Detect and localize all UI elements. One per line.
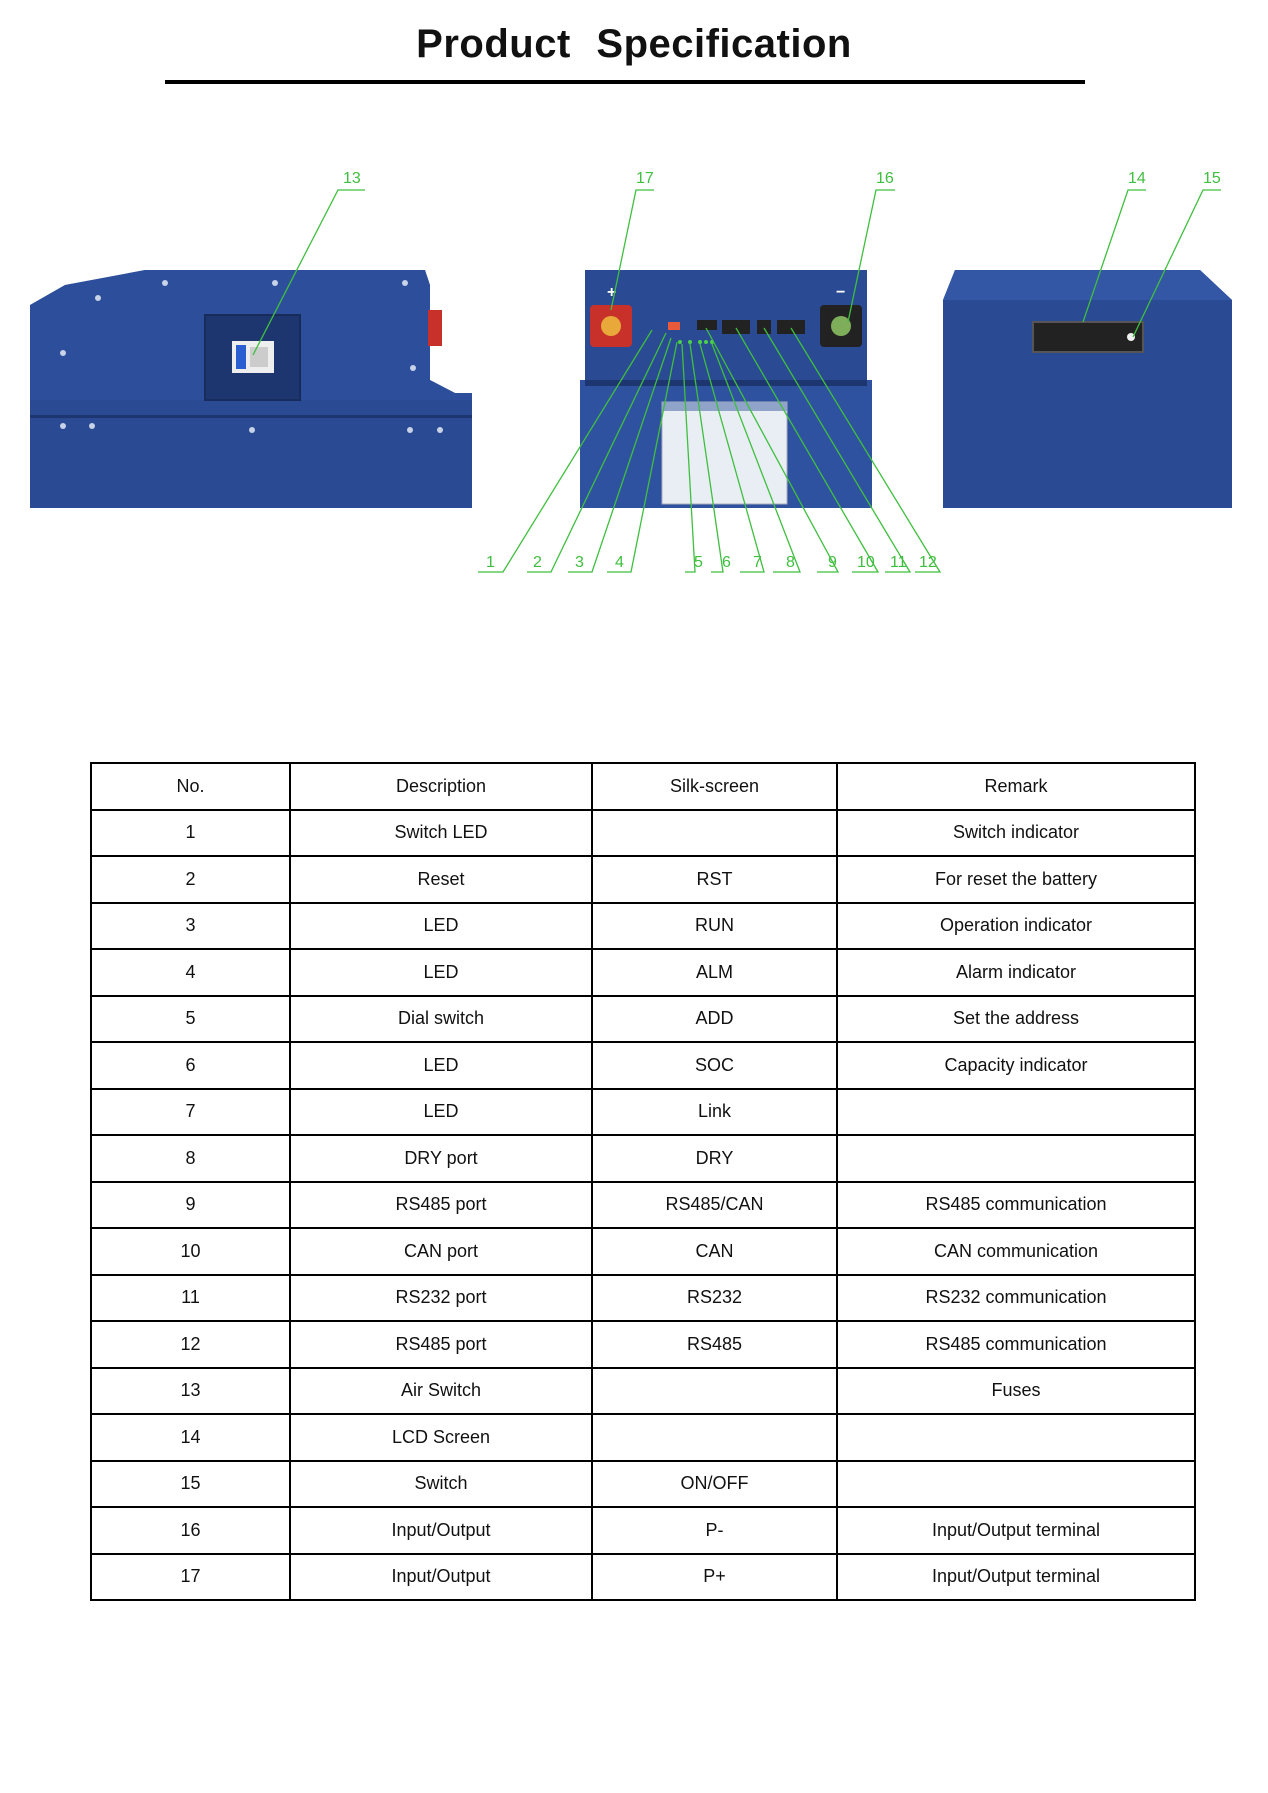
cell-remark: Fuses bbox=[837, 1368, 1195, 1415]
table-row bbox=[91, 1321, 1195, 1368]
cell-no: 10 bbox=[91, 1228, 290, 1275]
cell-silk-screen: DRY bbox=[592, 1135, 837, 1182]
header-no: No. bbox=[91, 763, 290, 810]
table-row bbox=[91, 1275, 1195, 1322]
callout-9: 9 bbox=[828, 554, 837, 571]
cell-no: 6 bbox=[91, 1042, 290, 1089]
cell-no: 2 bbox=[91, 856, 290, 903]
cell-silk-screen: RS232 bbox=[592, 1275, 837, 1322]
cell-description: Reset bbox=[290, 856, 592, 903]
cell-silk-screen: RUN bbox=[592, 903, 837, 950]
cell-description: RS232 port bbox=[290, 1275, 592, 1322]
cell-silk-screen: ALM bbox=[592, 949, 837, 996]
table-row bbox=[91, 1042, 1195, 1089]
cell-remark: RS485 communication bbox=[837, 1321, 1195, 1368]
cell-no: 15 bbox=[91, 1461, 290, 1508]
cell-description: DRY port bbox=[290, 1135, 592, 1182]
cell-no: 3 bbox=[91, 903, 290, 950]
callout-10: 10 bbox=[857, 554, 875, 571]
cell-remark: Operation indicator bbox=[837, 903, 1195, 950]
table-row bbox=[91, 810, 1195, 857]
cell-no: 14 bbox=[91, 1414, 290, 1461]
cell-remark: Input/Output terminal bbox=[837, 1554, 1195, 1601]
cell-silk-screen: P+ bbox=[592, 1554, 837, 1601]
cell-no: 4 bbox=[91, 949, 290, 996]
header-description: Description bbox=[290, 763, 592, 810]
cell-remark: Switch indicator bbox=[837, 810, 1195, 857]
cell-description: Input/Output bbox=[290, 1554, 592, 1601]
cell-remark: RS485 communication bbox=[837, 1182, 1195, 1229]
cell-remark: Alarm indicator bbox=[837, 949, 1195, 996]
cell-remark: RS232 communication bbox=[837, 1275, 1195, 1322]
cell-silk-screen: RS485/CAN bbox=[592, 1182, 837, 1229]
product-figure bbox=[0, 150, 1268, 580]
table-row bbox=[91, 903, 1195, 950]
cell-description: RS485 port bbox=[290, 1321, 592, 1368]
table-row bbox=[91, 856, 1195, 903]
specification-table bbox=[90, 762, 1196, 1601]
cell-no: 5 bbox=[91, 996, 290, 1043]
title-underline bbox=[165, 80, 1085, 84]
callout-8: 8 bbox=[786, 554, 795, 571]
table-row bbox=[91, 1554, 1195, 1601]
callout-15: 15 bbox=[1203, 170, 1221, 187]
cell-no: 12 bbox=[91, 1321, 290, 1368]
table-row bbox=[91, 1228, 1195, 1275]
cell-remark: Input/Output terminal bbox=[837, 1507, 1195, 1554]
plus-terminal-label: + bbox=[607, 284, 617, 301]
cell-description: CAN port bbox=[290, 1228, 592, 1275]
cell-silk-screen: ON/OFF bbox=[592, 1461, 837, 1508]
cell-silk-screen: Link bbox=[592, 1089, 837, 1136]
cell-no: 1 bbox=[91, 810, 290, 857]
table-row bbox=[91, 1414, 1195, 1461]
cell-description: LCD Screen bbox=[290, 1414, 592, 1461]
callout-6: 6 bbox=[722, 554, 731, 571]
cell-remark bbox=[837, 1461, 1195, 1508]
callout-14: 14 bbox=[1128, 170, 1146, 187]
cell-remark: CAN communication bbox=[837, 1228, 1195, 1275]
cell-description: RS485 port bbox=[290, 1182, 592, 1229]
table-row bbox=[91, 1368, 1195, 1415]
callout-12: 12 bbox=[919, 554, 937, 571]
minus-terminal-label: − bbox=[836, 284, 846, 301]
table-row bbox=[91, 1507, 1195, 1554]
cell-description: Switch bbox=[290, 1461, 592, 1508]
callout-13: 13 bbox=[343, 170, 361, 187]
cell-description: LED bbox=[290, 949, 592, 996]
cell-remark bbox=[837, 1135, 1195, 1182]
cell-no: 8 bbox=[91, 1135, 290, 1182]
cell-remark: Set the address bbox=[837, 996, 1195, 1043]
cell-silk-screen bbox=[592, 1414, 837, 1461]
cell-no: 9 bbox=[91, 1182, 290, 1229]
callout-4: 4 bbox=[615, 554, 624, 571]
callout-5: 5 bbox=[694, 554, 703, 571]
cell-silk-screen: CAN bbox=[592, 1228, 837, 1275]
callout-16: 16 bbox=[876, 170, 894, 187]
cell-remark: For reset the battery bbox=[837, 856, 1195, 903]
cell-silk-screen: ADD bbox=[592, 996, 837, 1043]
header-silk-screen: Silk-screen bbox=[592, 763, 837, 810]
cell-remark: Capacity indicator bbox=[837, 1042, 1195, 1089]
cell-silk-screen bbox=[592, 1368, 837, 1415]
callout-17: 17 bbox=[636, 170, 654, 187]
cell-description: LED bbox=[290, 1042, 592, 1089]
cell-silk-screen: SOC bbox=[592, 1042, 837, 1089]
cell-description: Switch LED bbox=[290, 810, 592, 857]
cell-silk-screen: RST bbox=[592, 856, 837, 903]
table-row bbox=[91, 949, 1195, 996]
cell-silk-screen: P- bbox=[592, 1507, 837, 1554]
table-row bbox=[91, 1182, 1195, 1229]
table-row bbox=[91, 1089, 1195, 1136]
callout-3: 3 bbox=[575, 554, 584, 571]
callout-11: 11 bbox=[890, 554, 907, 571]
cell-no: 11 bbox=[91, 1275, 290, 1322]
cell-no: 17 bbox=[91, 1554, 290, 1601]
table-row bbox=[91, 1135, 1195, 1182]
cell-description: LED bbox=[290, 1089, 592, 1136]
table-header-row bbox=[91, 763, 1195, 810]
cell-description: Input/Output bbox=[290, 1507, 592, 1554]
cell-description: LED bbox=[290, 903, 592, 950]
table-row bbox=[91, 1461, 1195, 1508]
cell-no: 7 bbox=[91, 1089, 290, 1136]
cell-description: Air Switch bbox=[290, 1368, 592, 1415]
callout-1: 1 bbox=[486, 554, 495, 571]
callout-2: 2 bbox=[533, 554, 542, 571]
side-view-image bbox=[30, 270, 472, 508]
cell-no: 13 bbox=[91, 1368, 290, 1415]
table-row bbox=[91, 996, 1195, 1043]
page-title: Product Specification bbox=[416, 22, 852, 66]
cell-description: Dial switch bbox=[290, 996, 592, 1043]
cell-silk-screen: RS485 bbox=[592, 1321, 837, 1368]
header-remark: Remark bbox=[837, 763, 1195, 810]
cell-silk-screen bbox=[592, 810, 837, 857]
cell-no: 16 bbox=[91, 1507, 290, 1554]
cell-remark bbox=[837, 1414, 1195, 1461]
cell-remark bbox=[837, 1089, 1195, 1136]
callout-7: 7 bbox=[753, 554, 762, 571]
top-view-image bbox=[943, 270, 1232, 508]
